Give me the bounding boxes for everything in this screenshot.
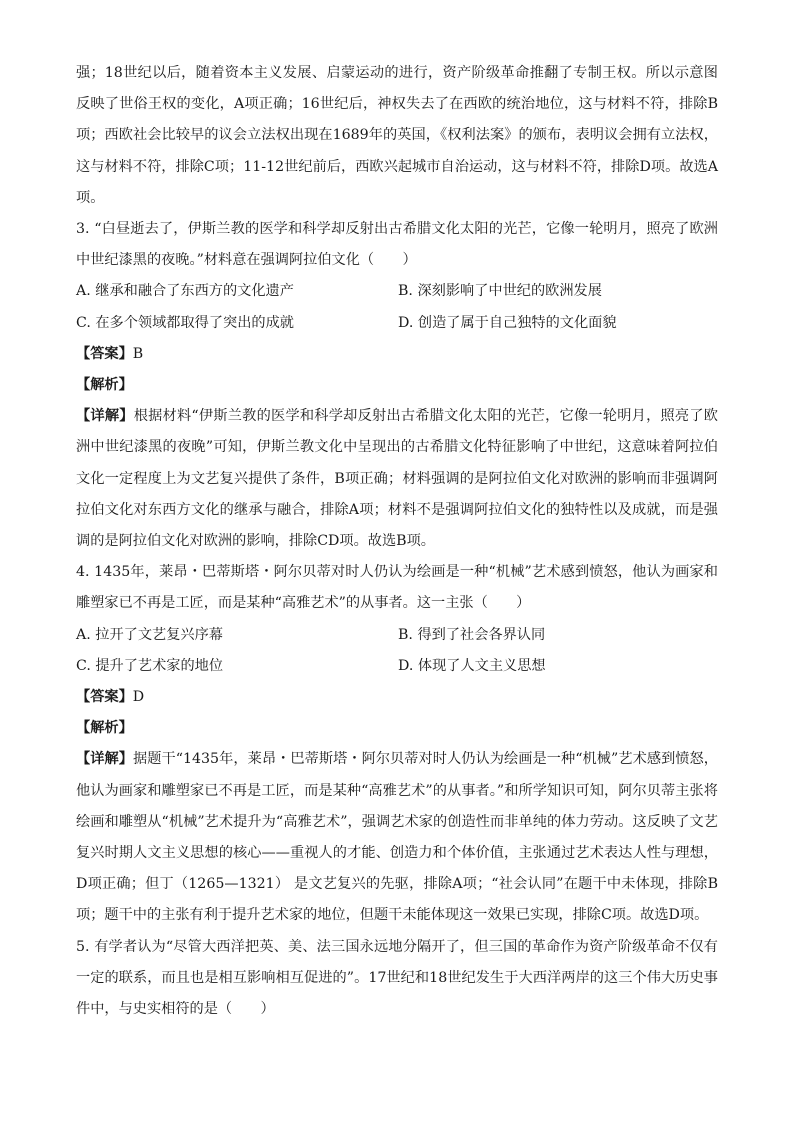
question-4-option-d: D. 体现了人文主义思想 xyxy=(398,657,546,674)
detail-label: 【详解】 xyxy=(76,751,133,768)
detail-label: 【详解】 xyxy=(76,408,134,425)
question-3-stem: 3. “白昼逝去了，伊斯兰教的医学和科学却反射出古希腊文化太阳的光芒，它像一轮明月，照亮了欧洲中世纪漆黑的夜晚。”材料意在强调阿拉伯文化（ ） xyxy=(76,221,718,269)
question-4-options xyxy=(76,620,718,682)
question-4-option-b: B. 得到了社会各界认同 xyxy=(398,626,546,643)
question-3-detail xyxy=(76,401,718,557)
answer-label: 【答案】 xyxy=(76,345,133,362)
question-4-answer xyxy=(76,682,718,713)
question-3-option-d: D. 创造了属于自己独特的文化面貌 xyxy=(398,314,617,331)
question-5-stem: 5. 有学者认为“尽管大西洋把英、美、法三国永远地分隔开了，但三国的革命作为资产阶级革命不仅有一定的联系，而且也是相互影响相互促进的”。17世纪和18世纪发生于大西洋两岸的这三个伟大历史事件中，与史实相符的是（ ） xyxy=(76,938,718,1018)
intro-paragraph: 强；18世纪以后，随着资本主义发展、启蒙运动的进行，资产阶级革命推翻了专制王权。所以示意图反映了世俗王权的变化，A项正确；16世纪后，神权失去了在西欧的统治地位，这与材料不符，排除B项；西欧社会比较早的议会立法权出现在1689年的英国，《权利法案》的颁布，表明议会拥有立法权，这与材料不符，排除C项；11-12世纪前后，西欧兴起城市自治运动，这与材料不符，排除D项。故选A项。 xyxy=(76,65,718,206)
question-3-analysis-label: 【解析】 xyxy=(76,377,133,394)
answer-value: D xyxy=(132,689,145,706)
question-3-options xyxy=(76,276,718,338)
question-4-option-c: C. 提升了艺术家的地位 xyxy=(76,657,224,674)
question-3-option-a: A. 继承和融合了东西方的文化遗产 xyxy=(76,283,294,300)
question-4-option-a: A. 拉开了文艺复兴序幕 xyxy=(76,626,223,643)
question-4-detail xyxy=(76,744,718,931)
question-3-option-c: C. 在多个领域都取得了突出的成就 xyxy=(76,314,294,331)
detail-text: 根据材料“伊斯兰教的医学和科学却反射出古希腊文化太阳的光芒，它像一轮明月，照亮了欧洲中世纪漆黑的夜晚”可知，伊斯兰教文化中呈现出的古希腊文化特征影响了中世纪，这意味着阿拉伯文化一定程度上为文艺复兴提供了条件，B项正确；材料强调的是阿拉伯文化对欧洲的影响而非强调阿拉伯文化对东西方文化的继承与融合，排除A项；材料不是强调阿拉伯文化的独特性以及成就，而是强调的是阿拉伯文化对欧洲的影响，排除CD项。故选B项。 xyxy=(76,408,718,550)
document-page xyxy=(76,58,718,1025)
question-4-stem: 4. 1435年，莱昂・巴蒂斯塔・阿尔贝蒂对时人仍认为绘画是一种“机械”艺术感到愤怒，他认为画家和雕塑家已不再是工匠，而是某种“高雅艺术”的从事者。这一主张（ ） xyxy=(76,564,718,612)
question-3-option-b: B. 深刻影响了中世纪的欧洲发展 xyxy=(398,283,602,300)
answer-label: 【答案】 xyxy=(76,689,133,706)
question-4-analysis-label: 【解析】 xyxy=(76,720,133,737)
detail-text: 据题干“1435年，莱昂・巴蒂斯塔・阿尔贝蒂对时人仍认为绘画是一种“机械”艺术感到愤怒，他认为画家和雕塑家已不再是工匠，而是某种“高雅艺术”的从事者。”和所学知识可知，阿尔贝蒂主张将绘画和雕塑从“机械”艺术提升为“高雅艺术”，强调艺术家的创造性而非单纯的体力劳动。这反映了文艺复兴时期人文主义思想的核心——重视人的才能、创造力和个体价值，主张通过艺术表达人性与理想，D项正确；但丁（1265—1321） 是文艺复兴的先驱，排除A项；“社会认同”在题干中未体现，排除B项；题干中的主张有利于提升艺术家的地位，但题干未能体现这一效果已实现，排除C项。故选D项。 xyxy=(76,751,718,924)
question-3-answer xyxy=(76,339,718,370)
answer-value: B xyxy=(132,345,144,362)
